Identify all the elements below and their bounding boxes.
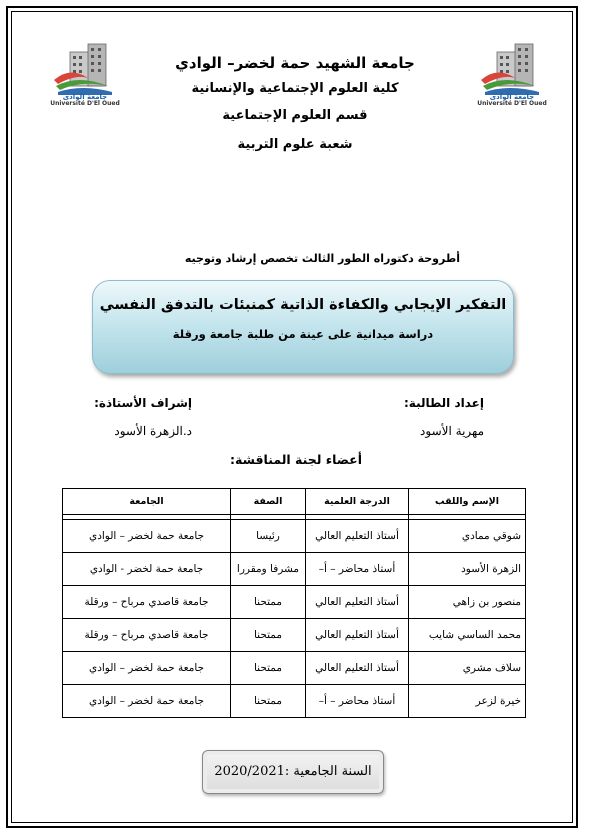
member-name: خيرة لزعر: [409, 685, 526, 718]
table-row: [63, 553, 526, 586]
prepared-by-label: إعداد الطالبة:: [404, 396, 484, 410]
logo-caption: Université D'El Oued: [50, 100, 120, 107]
university-name: جامعة الشهيد حمة لخضر– الوادي: [175, 54, 415, 72]
university-logo-left: [48, 40, 122, 116]
member-rank: أستاذ التعليم العالي: [306, 520, 409, 553]
supervisor-name: د.الزهرة الأسود: [114, 424, 192, 438]
member-name: الزهرة الأسود: [409, 553, 526, 586]
department-name: قسم العلوم الإجتماعية: [222, 108, 368, 123]
academic-year-box: [202, 750, 384, 794]
member-rank: أستاذ التعليم العالي: [306, 619, 409, 652]
member-university: جامعة حمة لخضر – الوادي: [63, 685, 231, 718]
header-university: الجامعة: [63, 489, 231, 515]
academic-year: السنة الجامعية :2020/2021: [214, 764, 372, 779]
member-name: منصور بن زاهي: [409, 586, 526, 619]
student-name: مهرية الأسود: [420, 424, 484, 438]
member-role: رئيسا: [231, 520, 306, 553]
faculty-name: كلية العلوم الإجتماعية والإنسانية: [191, 81, 399, 96]
member-role: مشرفا ومقررا: [231, 553, 306, 586]
member-role: ممتحنا: [231, 619, 306, 652]
committee-title: أعضاء لجنة المناقشة:: [230, 452, 362, 467]
svg-text:جامعة الوادي: جامعة الوادي: [489, 93, 535, 100]
table-row: [63, 685, 526, 718]
member-role: ممتحنا: [231, 586, 306, 619]
member-rank: أستاذ محاضر – أ–: [306, 685, 409, 718]
table-row: [63, 619, 526, 652]
table-row: [63, 586, 526, 619]
table-row: [63, 520, 526, 553]
committee-table: [62, 488, 526, 718]
supervisor-label: إشراف الأستاذة:: [94, 396, 192, 410]
member-university: جامعة حمة لخضر - الوادي: [63, 553, 231, 586]
header-role: الصفة: [231, 489, 306, 515]
university-logo-right: [475, 40, 549, 116]
member-name: سلاف مشري: [409, 652, 526, 685]
table-row: [63, 652, 526, 685]
member-university: جامعة قاصدي مرباح – ورقلة: [63, 586, 231, 619]
institution-header: [150, 50, 440, 160]
svg-text:جامعة الوادي: جامعة الوادي: [62, 93, 108, 100]
header-name: الإسم واللقب: [409, 489, 526, 515]
member-rank: أستاذ محاضر – أ–: [306, 553, 409, 586]
member-university: جامعة حمة لخضر – الوادي: [63, 652, 231, 685]
member-rank: أستاذ التعليم العالي: [306, 586, 409, 619]
member-role: ممتحنا: [231, 652, 306, 685]
thesis-title-box: [92, 280, 514, 374]
header-rank: الدرجة العلمية: [306, 489, 409, 515]
member-university: جامعة حمة لخضر – الوادي: [63, 520, 231, 553]
thesis-title: التفكير الإيجابي والكفاءة الذاتية كمنبئات بالتدفق النفسي: [99, 297, 507, 313]
logo-caption: Université D'El Oued: [477, 100, 547, 107]
member-university: جامعة قاصدي مرباح – ورقلة: [63, 619, 231, 652]
member-rank: أستاذ التعليم العالي: [306, 652, 409, 685]
table-header-row: [63, 489, 526, 515]
member-role: ممتحنا: [231, 685, 306, 718]
member-name: محمد الساسي شايب: [409, 619, 526, 652]
thesis-subtitle: دراسة ميدانية على عينة من طلبة جامعة ورقلة: [172, 327, 434, 341]
branch-name: شعبة علوم التربية: [237, 137, 353, 152]
member-name: شوقي ممادي: [409, 520, 526, 553]
thesis-type: أطروحة دكتوراه الطور الثالث تخصص إرشاد وتوجيه: [184, 252, 460, 265]
